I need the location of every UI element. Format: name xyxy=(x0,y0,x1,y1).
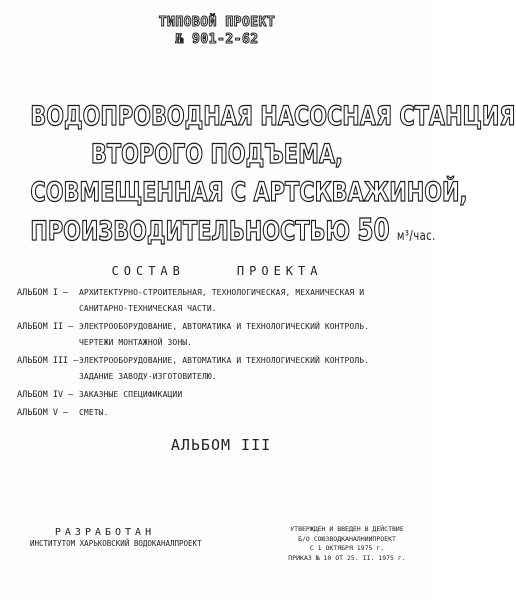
developer-heading: РАЗРАБОТАН xyxy=(54,527,156,538)
album-description-line: СМЕТЫ. xyxy=(79,408,109,417)
capacity-unit: м³/час. xyxy=(396,229,436,244)
album-item xyxy=(17,285,427,317)
album-label: АЛЬБОМ I – xyxy=(17,288,69,298)
album-label: АЛЬБОМ IV – xyxy=(17,390,74,400)
developer-block xyxy=(30,527,270,549)
album-list xyxy=(17,285,427,423)
album-description xyxy=(79,405,109,421)
approval-line: ПРИКАЗ № 10 ОТ 25. II. 1975 г. xyxy=(288,553,406,562)
title-line-4 xyxy=(30,212,436,256)
album-description-line: ЭЛЕКТРООБОРУДОВАНИЕ, АВТОМАТИКА И ТЕХНОЛОГИЧЕСКИЙ КОНТРОЛЬ. xyxy=(79,356,370,365)
album-description-line: АРХИТЕКТУРНО-СТРОИТЕЛЬНАЯ, ТЕХНОЛОГИЧЕСКАЯ, МЕХАНИЧЕСКАЯ И xyxy=(79,288,365,297)
album-description xyxy=(79,353,369,385)
project-type: ТИПОВОЙ ПРОЕКТ xyxy=(158,15,276,30)
title-line-3: СОВМЕЩЕННАЯ С АРТСКВАЖИНОЙ, xyxy=(30,177,468,208)
project-number: № 901-2-62 xyxy=(175,32,259,47)
project-header xyxy=(0,14,434,48)
album-description-line: САНИТАРНО-ТЕХНИЧЕСКАЯ ЧАСТИ. xyxy=(79,304,217,313)
document-title xyxy=(0,98,516,256)
approval-line: УТВЕРЖДЕН И ВВЕДЕН В ДЕЙСТВИЕ xyxy=(290,525,404,533)
approval-line: Б/О СОЮЗВОДКАНАЛНИИПРОЕКТ xyxy=(298,534,396,543)
current-album-label: АЛЬБОМ III xyxy=(170,436,272,454)
album-item xyxy=(17,405,427,421)
album-description-line: ЗАДАНИЕ ЗАВОДУ-ИЗГОТОВИТЕЛЮ. xyxy=(79,372,217,381)
album-item xyxy=(17,353,427,385)
developer-institute: ИНСТИТУТОМ ХАРЬКОВСКИЙ ВОДОКАНАЛПРОЕКТ xyxy=(30,539,202,548)
album-item xyxy=(17,387,427,403)
composition-word-2: ПРОЕКТА xyxy=(236,264,323,278)
album-description xyxy=(79,387,182,403)
album-label: АЛЬБОМ II – xyxy=(17,322,74,332)
album-label: АЛЬБОМ V – xyxy=(17,408,69,418)
capacity-value: 50 xyxy=(357,213,390,248)
title-line-1: ВОДОПРОВОДНАЯ НАСОСНАЯ СТАНЦИЯ xyxy=(30,101,516,132)
approval-stamp xyxy=(272,525,422,563)
album-description-line: ЭЛЕКТРООБОРУДОВАНИЕ, АВТОМАТИКА И ТЕХНОЛОГИЧЕСКИЙ КОНТРОЛЬ. xyxy=(79,322,370,331)
album-description-line: ЧЕРТЕЖИ МОНТАЖНОЙ ЗОНЫ. xyxy=(79,338,193,347)
composition-word-1: СОСТАВ xyxy=(111,264,185,278)
title-line-2: ВТОРОГО ПОДЪЕМА, xyxy=(91,139,343,170)
album-description-line: ЗАКАЗНЫЕ СПЕЦИФИКАЦИИ xyxy=(79,390,183,399)
capacity-label: ПРОИЗВОДИТЕЛЬНОСТЬЮ xyxy=(30,216,351,247)
album-item xyxy=(17,319,427,351)
composition-heading xyxy=(0,264,434,278)
album-description xyxy=(79,285,364,317)
album-label: АЛЬБОМ III – xyxy=(17,356,79,366)
approval-line: С 1 ОКТЯБРЯ 1975 г. xyxy=(309,544,385,552)
album-description xyxy=(79,319,369,351)
